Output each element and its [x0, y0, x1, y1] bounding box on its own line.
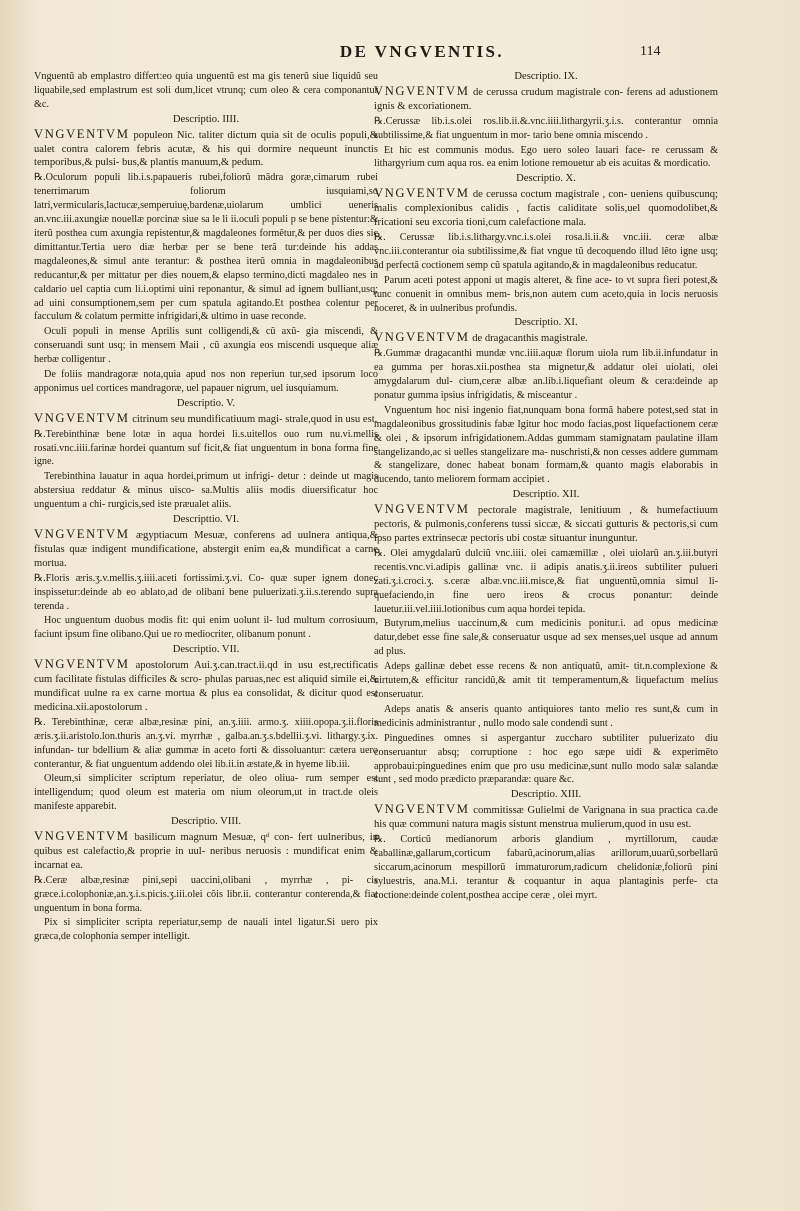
body-paragraph: Oculi populi in mense Aprilis sunt colligendi,& cũ axũ- gia miscendi, & conseruandi sunt usq; in mensem Maii , cũ axungia eos miscendi usqueque aliæ herbæ colligentur .	[34, 326, 378, 366]
recipe-title-text: pectorale magistrale, lenitiuum , & humefactiuum pectoris, & pulmonis,conferens tussi siccæ, & siccati gutturis & pectoris,si cum ipso partes extrinsecæ pectoris ubi costæ situantur inunguntur.	[374, 505, 718, 544]
prescription-paragraph: ℞.Gummæ dragacanthi mundæ vnc.iiii.aquæ florum uiola rum lib.ii.infundatur in ea gumma per horas.xii.posthea sta mignetur,& addatur olei uiolati, olei amygdalarum dul- cium,ceræ albæ an.lib.i.liquefiant oleum & cera:deinde ap ponatur gumma ipsius infrigidatis, & misceantur .	[374, 348, 718, 401]
recipe-title-text: de cerussa crudum magistrale con- ferens ad adustionem ignis & excoriationem.	[374, 86, 718, 112]
recipe-title-text: apostolorum Aui.ʒ.can.tract.ii.qd in usu est,rectificatis cum facilitate fistulas difficiles & scro- phulas paruas,nec est aliquid simile ei,& mundificat uulne ra ex carne mortua & plus ea consolidat, & dicitur quod est medicina.xii.apostolorum .	[34, 660, 378, 713]
recipe-keyword: VNGVENTVM	[374, 83, 470, 98]
recipe-heading: Descripttio. VI.	[172, 514, 239, 526]
recipe-heading: Descriptio. XII.	[512, 489, 580, 501]
body-paragraph: Adeps gallinæ debet esse recens & non antiquatũ, amit- tit.n.complexione & uirtutem,& efficitur rancidũ,& amit tit temperamentum,& liquefactum melius conseruatur.	[374, 661, 718, 700]
prescription-paragraph: ℞.Ceræ albæ,resinæ pini,sepi uaccini,olibani , myrrhæ , pi- cis græce.i.colophoniæ,an.ʒ.i.s.picis.ʒ.iii.olei cõis libr.ii. conterantur conterenda,& fiat unguentum in bona forma.	[34, 874, 378, 914]
recipe-title	[34, 128, 378, 171]
recipe-heading: Descriptio. IIII.	[172, 113, 240, 125]
recipe-title	[374, 803, 718, 832]
prescription-paragraph: ℞.Terebinthinæ bene lotæ in aqua hordei li.s.uitellos ouo rum nu.vi.mellis rosati.vnc.iiii.farinæ hordei quantum suf ficit,& fiat unguentum in bona forma fine igne.	[34, 428, 378, 468]
recipe-keyword: VNGVENTVM	[374, 502, 470, 517]
recipe-title	[34, 658, 378, 715]
recipe-heading: Descriptio. IX.	[514, 71, 578, 82]
body-paragraph: Adeps anatis & anseris quanto antiquiores tanto melio res sunt,& cum in medicinis administrantur , nullo modo sale condendi sunt .	[374, 703, 718, 729]
recipe-keyword: VNGVENTVM	[374, 802, 470, 817]
recipe-title	[374, 187, 718, 230]
body-paragraph: Hoc unguentum duobus modis fit: qui enim uolunt il- lud multum corrosiuum, faciunt ipsum fine olibano.Qui ue ro mediocriter, olibanum ponunt .	[34, 615, 378, 641]
recipe-title-text: basilicum magnum Mesuæ, qᵈ con- fert uulneribus, in quibus est calefactio,& proprie in uul- neribus neruosis : mundificat enim & incarnat ea.	[34, 832, 378, 871]
prescription-paragraph: ℞. Terebinthinæ, ceræ albæ,resinæ pini, an.ʒ.iiii. armo.ʒ. xiiii.opopa.ʒ.ii.floris æris.ʒ.ii.aristolo.lon.thuris an.ʒ.vi. myrrhæ , galba.an.ʒ.s.bdellii.ʒ.vi. lithargy.ʒ.ix. infundan- tur bdellium & aliæ gummæ in aceto forti & dissoluantur: cætera uero conterantur, & fiat unguentum addendo olei lib.ii.in æstate,& in hyeme lib.iii.	[34, 716, 378, 770]
prescription-paragraph: ℞.Oculorum populi lib.i.s.papaueris rubei,foliorũ mãdra goræ,cimarum rubei tenerrimarum foliorum iusquiami,so latri,vermicularis,lactucæ,semperuiuę,bardenæ,uiolarum umblici ueneris an.vnc.iii.axungiæ nouellæ porcinæ siue sa le li ii.oculi populi p se bene pistentur:& iterũ posthea cum axungia repistentur,& magdaleones formẽtur,& per duos dies sic dimittantur.Tertia uero diæ herbæ per se bene terã tur:deinde his addas magdaleones,& simul ante terantur: & posthea iterũ omnia in magdaleonibus reducantur,& per mittatur per dies nouem,& elapso termino,dicti magdaleo nes in caldario uel captia cum li.i.optimi uini reponantur, & simul ad ignem bulliant,usq; ad uini consumptionem,sem per cum spatula agitando.Et posthea colentur per facculum & colatum permitte infrigidari,& ultimo in uase reconde.	[34, 172, 378, 323]
prescription-paragraph: ℞. Olei amygdalarũ dulciũ vnc.iiii. olei camæmillæ , olei uiolarũ an.ʒ.iii.butyri recentis.vnc.vi.adipis gallinæ vnc. ii adipis anatis.ʒ.ii.ireos subtiliter pulueri zati.ʒ.i.croci.ʒ. s.ceræ albæ.vnc.iii.misce,& fiat unguentũ,omnia simul li- quefaciendo,in fine uero ireos & crocus ponantur: deinde lauetur.iii.vel.iiii.lotionibus cum aqua hordei tepida.	[374, 547, 718, 615]
recipe-keyword: VNGVENTVM	[34, 657, 130, 672]
recipe-title-text: de dragacanthis magistrale.	[469, 333, 588, 345]
recipe-keyword: VNGVENTVM	[34, 126, 130, 141]
recipe-heading: Descriptio. VII.	[172, 644, 240, 656]
prescription-paragraph: ℞.Floris æris.ʒ.v.mellis.ʒ.iiii.aceti fortissimi.ʒ.vi. Co- quæ super ignem donec inspissetur:deinde ab eo ablato,ad de olibani bene puluerizati.ʒ.ii.s.terendo supra terenda .	[34, 572, 378, 612]
recipe-title-text: de cerussa coctum magistrale , con- ueniens quibuscunq; malis complexionibus calidis , factis caliditate solis,uel quomodolibet,& fricationi seu excoria tioni,cum calefactione mala.	[374, 189, 718, 229]
body-paragraph: Terebinthina lauatur in aqua hordei,primum ut infrigi- detur : deinde ut magis abstersiua reddatur & minus uisco- sa.Multis aliis modis diuersificatur hoc unguentum a chi- rurgicis,sed iste præualet aliis.	[34, 471, 378, 511]
body-paragraph: Pix si simpliciter scripta reperiatur,semp de nauali intel ligatur.Si uero pix græca,de colophonia semper intelligit.	[34, 917, 378, 943]
recipe-heading: Descriptio. VIII.	[170, 816, 242, 828]
body-paragraph: Parum aceti potest apponi ut magis alteret, & fine ace- to vt supra fieri potest,& tunc conuenit in omnibus mem- bris,non autem cum aceto,quia in locis neruosis noceret, & in uulneribus profundis.	[374, 274, 718, 314]
recipe-keyword: VNGVENTVM	[34, 410, 130, 425]
recipe-title	[374, 85, 718, 114]
recipe-keyword: VNGVENTVM	[374, 330, 470, 345]
recipe-heading: Descriptio. XI.	[514, 317, 578, 329]
recipe-title-text: commitissæ Gulielmi de Varignana in sua practica ca.de his quæ communi natura magis sistunt menstrua mulierum,quod in usu est.	[374, 805, 718, 831]
page-number: 114	[640, 44, 661, 59]
recipe-heading: Descriptio. X.	[516, 173, 576, 185]
left-column	[34, 70, 378, 945]
body-paragraph: Butyrum,melius uaccinum,& cum medicinis ponitur.i. ad opus medicinæ datur,debet esse fine sale,& conseruatur usque ad sex menses,uel usque ad annum ad plus.	[374, 618, 718, 658]
recipe-title	[34, 830, 378, 873]
body-paragraph: Et hic est communis modus. Ego uero soleo lauari face- re cerussam & lithargyrium cum aqua ros. ea enim lotione remouetur ab eis acuitas & mordicatio.	[374, 144, 718, 170]
body-paragraph: Vnguentũ ab emplastro differt:eo quia unguentũ est ma gis tenerũ siue liquidũ seu liquabile,sed emplastrum est soli dum,licet vtrunq; cum oleo & cera componantur &c.	[34, 71, 378, 110]
recipe-keyword: VNGVENTVM	[34, 527, 130, 541]
recipe-heading: Descriptio. XIII.	[510, 789, 582, 801]
prescription-paragraph: ℞.Cerussæ lib.i.s.olei ros.lib.ii.&.vnc.iiii.lithargyrii.ʒ.i.s. conterantur omnia subtilissime,& fiat unguentum in mor- tario bene omnia miscendo .	[374, 115, 718, 141]
recipe-keyword: VNGVENTVM	[374, 186, 470, 201]
recipe-title	[374, 331, 718, 346]
body-paragraph: Pinguedines omnes si aspergantur zuccharo subtiliter puluerizato diu conseruantur absq; corruptione : hoc ego sæpe uidi & experimẽto approbaui:pinguedines enim que pro usu medicinæ,sunt nullo modo salæ salandæ sunt , sed modo prædicto præparandæ: quare &c.	[374, 732, 718, 786]
recipe-title	[34, 528, 378, 571]
body-paragraph: De foliis mandragoræ nota,quia apud nos non reperiun tur,sed ipsorum loco apponimus uel cortices mandragoræ, uel papauer nigrum, uel iusquiamum.	[34, 369, 378, 394]
recipe-title-text: ægyptiacum Mesuæ, conferens ad uulnera antiqua,& fistulas quæ indigent mundificatione, abstergit enim ea,& mundificat a carne mortua.	[34, 530, 378, 569]
recipe-heading: Descriptio. V.	[176, 397, 236, 409]
recipe-title-text: populeon Nic. taliter dictum quia sit de oculis populi,& ualet contra calorem febris acutæ, & his qui dormire nequeunt inunctis temporibus,& pulsi- bus,& plantis manuum,& pedum.	[34, 129, 378, 169]
right-column	[374, 70, 718, 904]
body-paragraph: Oleum,si simpliciter scriptum reperiatur, de oleo oliua- rum semper est intelligendum; quod oleum est materia om nium oleorum,ut in tract.de oleis manifeste apparebit.	[34, 773, 378, 813]
running-head: DE VNGVENTIS.	[339, 42, 504, 61]
body-paragraph: Vnguentum hoc nisi ingenio fiat,nunquam bona formã habere potest,sed stat in magdaleonibus grossitudinis fabæ Igitur hoc modo facias,post liquefactionem ceræ & olei , & ipsorum infrigidationem.Addas gummam stamignatam paulatine illam stangelizando,ac si uelles stangelizare ma- nuschristi,& non cesses addere gummam & stangelizare, donec habeat bonam formam,& quanto magis elaborabis in ducendo, tanto meliorem formam accipiet .	[374, 404, 718, 486]
recipe-title	[374, 503, 718, 546]
recipe-keyword: VNGVENTVM	[34, 829, 130, 844]
recipe-title-text: citrinum seu mundificatiuum magi- strale,quod in usu est.	[129, 413, 378, 425]
prescription-paragraph: ℞. Corticũ medianorum arboris glandium , myrtillorum, caudæ caballinæ,gallarum,corticum fabarũ,acinorum,alias arillorum,uuarũ,sorbellarũ siccarum,acinorum mespillorũ immaturorum,radicum chelidoniæ,foliorũ pini syluestris, ana.M.i. terantur & coquantur in aqua plantaginis perfe- cta coctione:deinde colent,posthea accipe ceræ , olei myrt.	[374, 834, 718, 901]
prescription-paragraph: ℞. Cerussæ lib.i.s.lithargy.vnc.i.s.olei rosa.li.ii.& vnc.iii. ceræ albæ vnc.iii.conterantur oia subtilissime,& fiat vngue tũ decoquendo illud lẽto igne usq; ad perfectã coctionem semp cũ spatula agitando,& in magdaleonibus reducatur.	[374, 231, 718, 271]
recipe-title	[34, 412, 378, 427]
page-header	[0, 42, 800, 72]
